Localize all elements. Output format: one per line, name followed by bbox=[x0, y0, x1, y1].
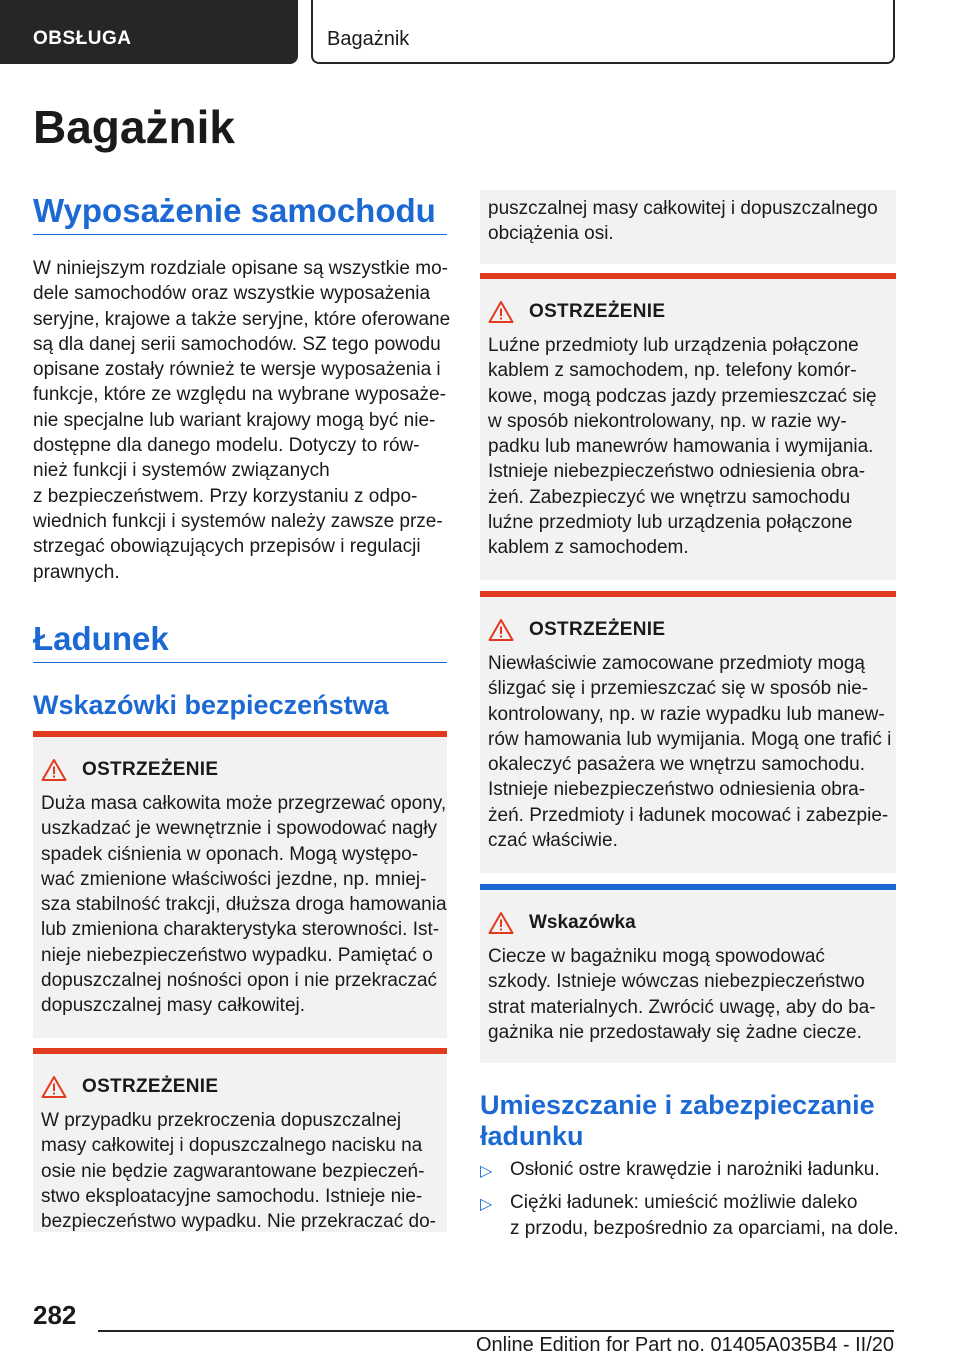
text-line: dopuszczalnej nośności opon i nie przekraczać bbox=[41, 970, 438, 992]
text-line: Niewłaściwie zamocowane przedmioty mogą bbox=[488, 653, 865, 674]
equipment-paragraph bbox=[33, 256, 450, 585]
warning-triangle-icon bbox=[488, 618, 514, 642]
triangle-bullet-icon: ▷ bbox=[480, 1196, 493, 1214]
warning-bar bbox=[33, 731, 447, 737]
text-line: bezpieczeństwo wypadku. Nie przekraczać do- bbox=[41, 1211, 436, 1233]
text-line: W przypadku przekroczenia dopuszczalnej bbox=[41, 1110, 402, 1131]
text-line: obciążenia osi. bbox=[488, 223, 614, 245]
footer-rule bbox=[98, 1330, 894, 1332]
text-line: wać zmienione właściwości jezdne, np. mniej- bbox=[41, 868, 427, 890]
warning-text bbox=[41, 1108, 436, 1234]
text-line: żeń. Przedmioty i ładunek mocować i zabezpie- bbox=[488, 804, 889, 826]
footer-edition: Online Edition for Part no. 01405A035B4 - II/20 bbox=[475, 1334, 894, 1356]
placing-heading bbox=[480, 1090, 875, 1152]
text-line: w sposób niekontrolowany, np. w razie wy- bbox=[488, 410, 847, 432]
text-line: dostępne dla danego modelu. Dotyczy to rów- bbox=[33, 435, 420, 457]
text-line: ślizgać się i przemieszczać się w sposób nie- bbox=[488, 678, 869, 700]
placing-heading-line: Umieszczanie i zabezpieczanie bbox=[480, 1090, 875, 1120]
warning-triangle-icon bbox=[488, 300, 514, 324]
page-number: 282 bbox=[33, 1300, 77, 1330]
text-line: strat materialnych. Zwrócić uwagę, aby do ba- bbox=[488, 996, 876, 1018]
header-chapter-label: Bagażnik bbox=[327, 28, 410, 50]
warning-title: OSTRZEŻENIE bbox=[529, 619, 666, 640]
text-line: okaleczyć pasażera we wnętrzu samochodu. bbox=[488, 754, 866, 776]
text-line: kontrolowany, np. w razie wypadku lub manew- bbox=[488, 703, 885, 725]
text-line: dopuszczalnej masy całkowitej. bbox=[41, 995, 306, 1017]
text-line: luźne przedmioty lub urządzenia połączone bbox=[488, 512, 853, 534]
text-line: kablem z samochodem. bbox=[488, 537, 689, 559]
header-section-tab bbox=[0, 0, 298, 64]
list-item bbox=[480, 1157, 896, 1182]
text-line: kowe, mogą podczas jazdy przemieszczać się bbox=[488, 385, 877, 407]
note-triangle-icon bbox=[488, 911, 514, 935]
text-line: seryjne, krajowe a także seryjne, które oferowane bbox=[33, 308, 451, 330]
text-line: nieje niebezpieczeństwo wypadku. Pamiętać o bbox=[41, 944, 433, 966]
text-line: W niniejszym rozdziale opisane są wszystkie mo- bbox=[33, 258, 448, 279]
text-line: nie specjalne lub wariant krajowy mogą być nie- bbox=[33, 409, 436, 431]
text-line: żeń. Zabezpieczyć we wnętrzu samochodu bbox=[488, 486, 851, 508]
text-line: spadek ciśnienia w oponach. Mogą występo- bbox=[41, 843, 419, 865]
text-line: masy całkowitej i dopuszczalnego nacisku na bbox=[41, 1135, 423, 1157]
header-section-label: OBSŁUGA bbox=[33, 28, 132, 49]
text-line: Ciecze w bagażniku mogą spowodować bbox=[488, 946, 825, 967]
text-line: strzegać obowiązujących przepisów i regulacji bbox=[33, 536, 421, 558]
equipment-heading-rule bbox=[33, 234, 447, 235]
note-bar bbox=[480, 884, 896, 890]
text-line: padku lub manewrów hamowania i wymijania. bbox=[488, 436, 874, 458]
equipment-heading: Wyposażenie samochodu bbox=[33, 192, 436, 229]
text-line: Istnieje niebezpieczeństwo odniesienia obra- bbox=[488, 461, 866, 483]
warning-text bbox=[488, 651, 891, 853]
warning-header bbox=[41, 1075, 218, 1099]
note-title: Wskazówka bbox=[529, 912, 636, 933]
text-line: nież funkcji i systemów związanych bbox=[33, 460, 330, 482]
warning-box bbox=[33, 731, 447, 1038]
warning-box-continued bbox=[480, 190, 896, 264]
note-box bbox=[480, 884, 896, 1063]
text-line: szkody. Istnieje wówczas niebezpieczeństwo bbox=[488, 971, 865, 993]
warning-text bbox=[41, 791, 447, 1019]
text-line: czać właściwie. bbox=[488, 830, 618, 852]
text-line: Istnieje niebezpieczeństwo odniesienia obra- bbox=[488, 779, 866, 801]
warning-title: OSTRZEŻENIE bbox=[82, 759, 219, 780]
text-line: wiednich funkcji i systemów należy zawsze prze- bbox=[33, 510, 443, 532]
cargo-heading: Ładunek bbox=[33, 620, 169, 657]
warning-header bbox=[41, 758, 218, 782]
warning-text bbox=[488, 333, 877, 561]
warning-box bbox=[480, 273, 896, 580]
text-line: z bezpieczeństwem. Przy korzystaniu z odpo- bbox=[33, 485, 418, 507]
text-line: są dla danej serii samochodów. SZ tego powodu bbox=[33, 333, 441, 355]
text-line: z przodu, bezpośrednio za oparciami, na dole. bbox=[510, 1217, 899, 1239]
text-line: puszczalnej masy całkowitej i dopuszczalnego bbox=[488, 198, 878, 219]
placing-bullet-list bbox=[480, 1157, 899, 1249]
warning-triangle-icon bbox=[41, 758, 67, 782]
placing-heading-line: ładunku bbox=[480, 1121, 584, 1151]
warning-triangle-icon bbox=[41, 1075, 67, 1099]
cargo-heading-rule bbox=[33, 662, 447, 663]
text-line: opisane zostały również te wersje wyposażenia i bbox=[33, 359, 441, 381]
text-line: dele samochodów oraz wszystkie wyposażenia bbox=[33, 283, 431, 305]
text-line: Osłonić ostre krawędzie i narożniki ładunku. bbox=[510, 1159, 880, 1180]
header-chapter-tab bbox=[311, 0, 895, 64]
warning-title: OSTRZEŻENIE bbox=[82, 1076, 219, 1097]
list-item bbox=[480, 1190, 899, 1241]
warning-bar bbox=[480, 591, 896, 597]
warning-title: OSTRZEŻENIE bbox=[529, 301, 666, 322]
text-line: Ciężki ładunek: umieścić możliwie daleko bbox=[510, 1192, 858, 1214]
text-line: Duża masa całkowita może przegrzewać opony, bbox=[41, 793, 447, 814]
page-title: Bagażnik bbox=[33, 101, 235, 153]
text-line: Luźne przedmioty lub urządzenia połączone bbox=[488, 335, 859, 356]
text-line: lub zmieniona charakterystyka sterowności. Ist- bbox=[41, 919, 440, 941]
text-line: uszkadzać je wewnętrznie i spowodować nagły bbox=[41, 818, 438, 840]
safety-heading: Wskazówki bezpieczeństwa bbox=[33, 690, 389, 720]
text-line: funkcje, które ze względu na wybrane wyposaże- bbox=[33, 384, 446, 406]
text-line: gażnika nie przedostawały się żadne ciecze. bbox=[488, 1021, 862, 1043]
warning-bar bbox=[33, 1048, 447, 1054]
warning-bar bbox=[480, 273, 896, 279]
text-line: kablem z samochodem, np. telefony komór- bbox=[488, 360, 857, 382]
warning-text bbox=[488, 196, 878, 247]
text-line: prawnych. bbox=[33, 561, 120, 583]
triangle-bullet-icon: ▷ bbox=[480, 1163, 493, 1180]
text-line: sza stabilność trakcji, dłuższa droga hamowania bbox=[41, 894, 447, 916]
text-line: rów hamowania lub wymijania. Mogą one trafić i bbox=[488, 728, 892, 750]
text-line: stwo eksploatacyjne samochodu. Istnieje nie- bbox=[41, 1185, 423, 1207]
note-text bbox=[488, 944, 876, 1045]
warning-header bbox=[488, 300, 665, 324]
note-header bbox=[488, 911, 636, 935]
warning-box bbox=[33, 1048, 447, 1232]
text-line: osie nie będzie zagwarantowane bezpieczeń- bbox=[41, 1160, 425, 1182]
warning-header bbox=[488, 618, 665, 642]
warning-box bbox=[480, 591, 896, 873]
